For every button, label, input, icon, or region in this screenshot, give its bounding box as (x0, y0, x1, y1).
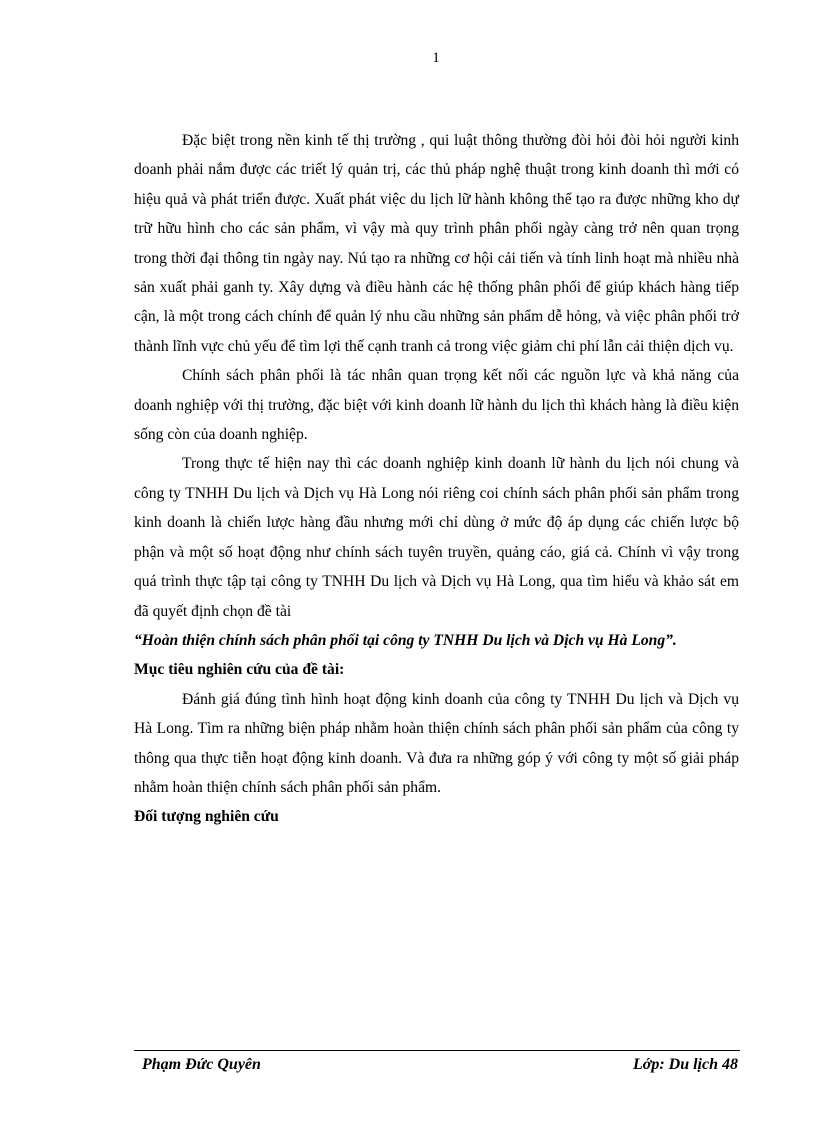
paragraph-intro: Đặc biệt trong nền kinh tế thị trường , qui luật thông thường đòi hỏi đòi hỏi người kinh doanh phải nắm được các triết lý quản trị, các thủ pháp nghệ thuật trong kinh doanh thì mới có hiệu quả và phát triển được. Xuất phát việc du lịch lữ hành không thể tạo ra được những kho dự trữ hữu hình cho các sản phẩm, vì vậy mà quy trình phân phối ngày càng trở nên quan trọng trong thời đại thông tin ngày nay. Nú tạo ra những cơ hội cải tiến và tính linh hoạt mà nhiều nhà sản xuất phải ganh ty. Xây dựng và điều hành các hệ thống phân phối để giúp khách hàng tiếp cận, là một trong cách chính để quản lý nhu cầu những sản phẩm dễ hỏng, và việc phân phối trở thành lĩnh vực chủ yếu để tìm lợi thế cạnh tranh cả trong việc giảm chi phí lẫn cải thiện dịch vụ. (134, 132, 739, 355)
topic-title: “Hoàn thiện chính sách phân phối tại công ty TNHH Du lịch và Dịch vụ Hà Long”. (134, 631, 677, 649)
footer-class: Lớp: Du lịch 48 (632, 1056, 738, 1073)
paragraph-context (134, 449, 739, 655)
footer-divider (134, 1050, 740, 1051)
heading-subjects: Đối tượng nghiên cứu (134, 808, 279, 826)
heading-objectives: Mục tiêu nghiên cứu của đề tài: (134, 661, 345, 679)
paragraph-objectives: Đánh giá đúng tình hình hoạt động kinh doanh của công ty TNHH Du lịch và Dịch vụ Hà Long. Tìm ra những biện pháp nhằm hoàn thiện chính sách phân phối sản phẩm của công ty thông qua thực tiễn hoạt động kinh doanh. Và đưa ra những góp ý với công ty một số giải pháp nhằm hoàn thiện chính sách phân phối sản phẩm. (134, 690, 739, 796)
document-body (134, 126, 739, 832)
page-number: 1 (432, 50, 440, 66)
footer-author: Phạm Đức Quyên (142, 1056, 261, 1073)
paragraph-context-text: Trong thực tế hiện nay thì các doanh nghiệp kinh doanh lữ hành du lịch nói chung và công ty TNHH Du lịch và Dịch vụ Hà Long nói riêng coi chính sách phân phối sản phẩm trong kinh doanh là chiến lược hàng đầu nhưng mới chỉ dùng ở mức độ áp dụng các chiến lược bộ phận và một số hoạt động như chính sách tuyên truyền, quảng cáo, giá cả. Chính vì vậy trong quá trình thực tập tại công ty TNHH Du lịch và Dịch vụ Hà Long, qua tìm hiểu và khảo sát em đã quyết định chọn đề tài (134, 455, 739, 620)
paragraph-distribution-policy: Chính sách phân phối là tác nhân quan trọng kết nối các nguồn lực và khả năng của doanh nghiệp với thị trường, đặc biệt với kinh doanh lữ hành du lịch thì khách hàng là điều kiện sống còn của doanh nghiệp. (134, 367, 739, 444)
